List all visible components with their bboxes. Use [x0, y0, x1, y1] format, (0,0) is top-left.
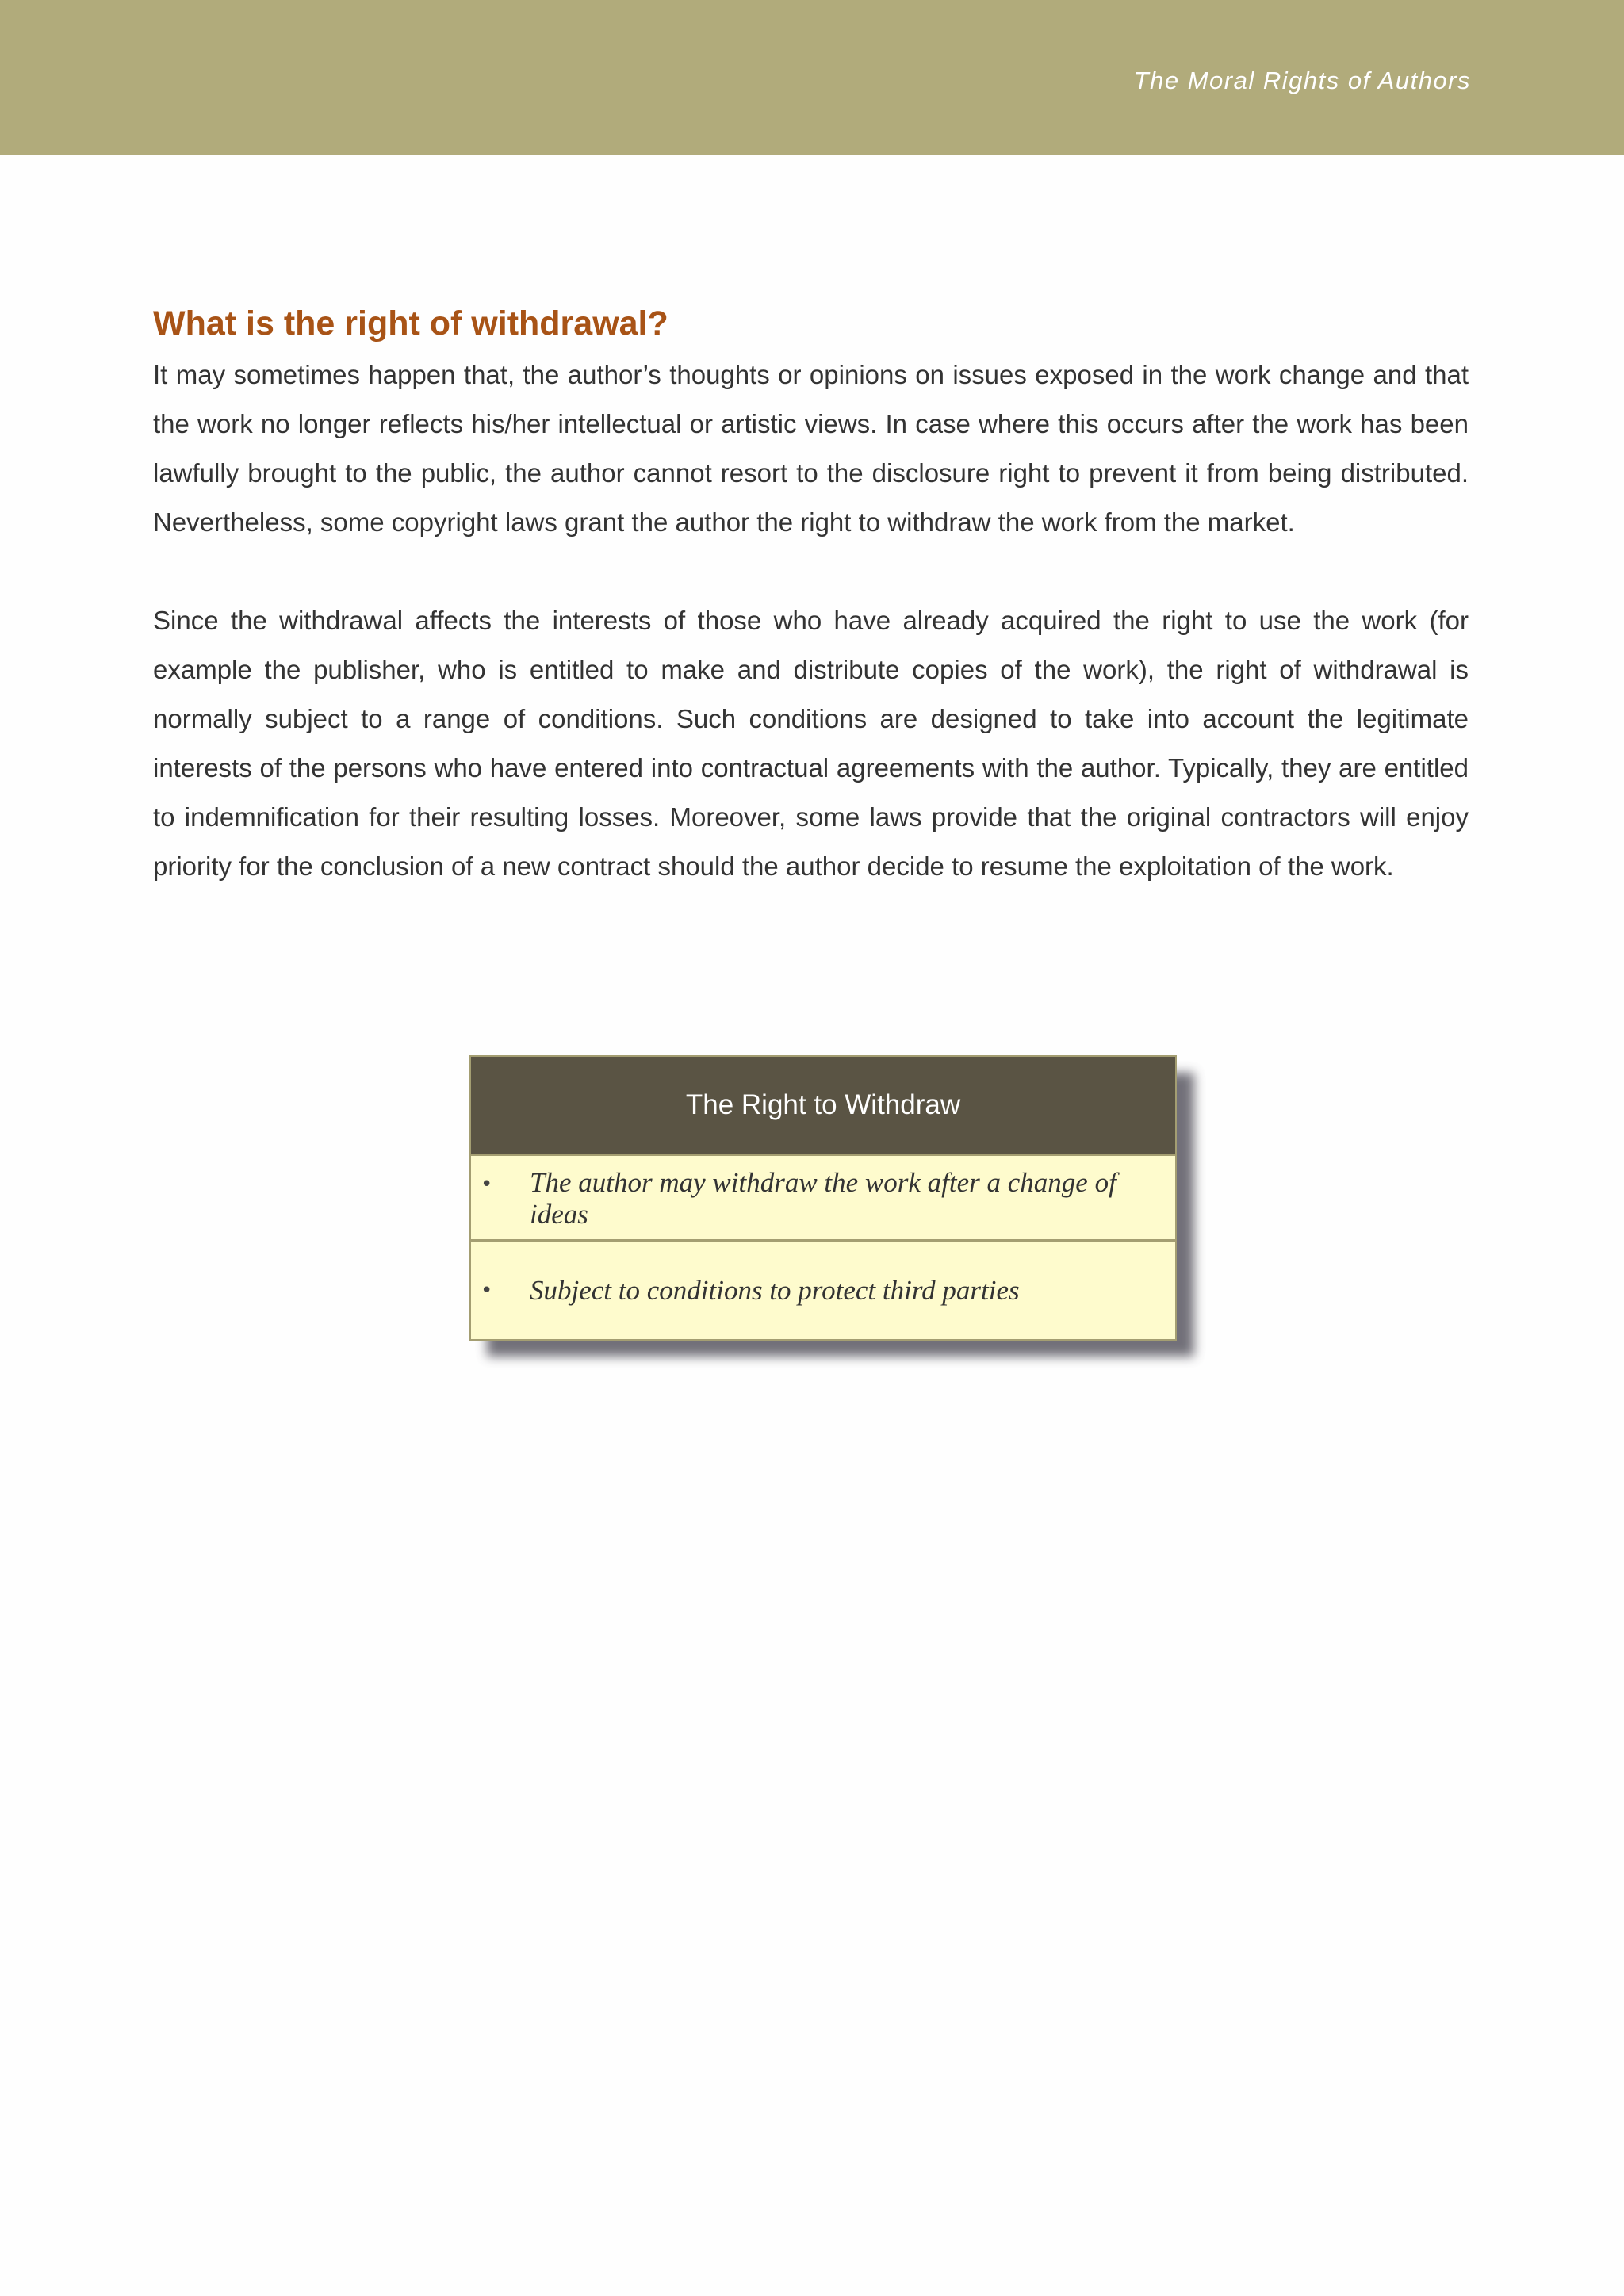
- bullet-icon: •: [481, 1279, 493, 1303]
- main-content: [153, 301, 1469, 891]
- body-paragraph-1: It may sometimes happen that, the author’s thoughts or opinions on issues exposed in the work change and that the work no longer reflects his/her intellectual or artistic views. In case where this occurs after the work has been lawfully brought to the public, the author cannot resort to the disclosure right to prevent it from being distributed. Nevertheless, some copyright laws grant the author the right to withdraw the work from the market.: [153, 360, 1469, 537]
- header-band: [0, 0, 1624, 155]
- callout-title: The Right to Withdraw: [471, 1057, 1175, 1156]
- callout-item-text: The author may withdraw the work after a change of ideas: [530, 1167, 1116, 1230]
- bullet-icon: •: [481, 1173, 493, 1196]
- callout-panel: [469, 1055, 1177, 1341]
- callout-item: [471, 1156, 1175, 1242]
- callout-box: [469, 1055, 1177, 1341]
- running-title: The Moral Rights of Authors: [1133, 67, 1471, 94]
- callout-item-text: Subject to conditions to protect third parties: [530, 1274, 1020, 1306]
- section-title: What is the right of withdrawal?: [153, 304, 668, 342]
- body-paragraph-2: Since the withdrawal affects the interests of those who have already acquired the right to use the work (for example the publisher, who is entitled to make and distribute copies of the work), the right of withdrawal is normally subject to a range of conditions. Such conditions are designed to take into account the legitimate interests of the persons who have entered into contractual agreements with the author. Typically, they are entitled to indemnification for their resulting losses. Moreover, some laws provide that the original contractors will enjoy priority for the conclusion of a new contract should the author decide to resume the exploitation of the work.: [153, 606, 1469, 881]
- callout-item: [471, 1242, 1175, 1339]
